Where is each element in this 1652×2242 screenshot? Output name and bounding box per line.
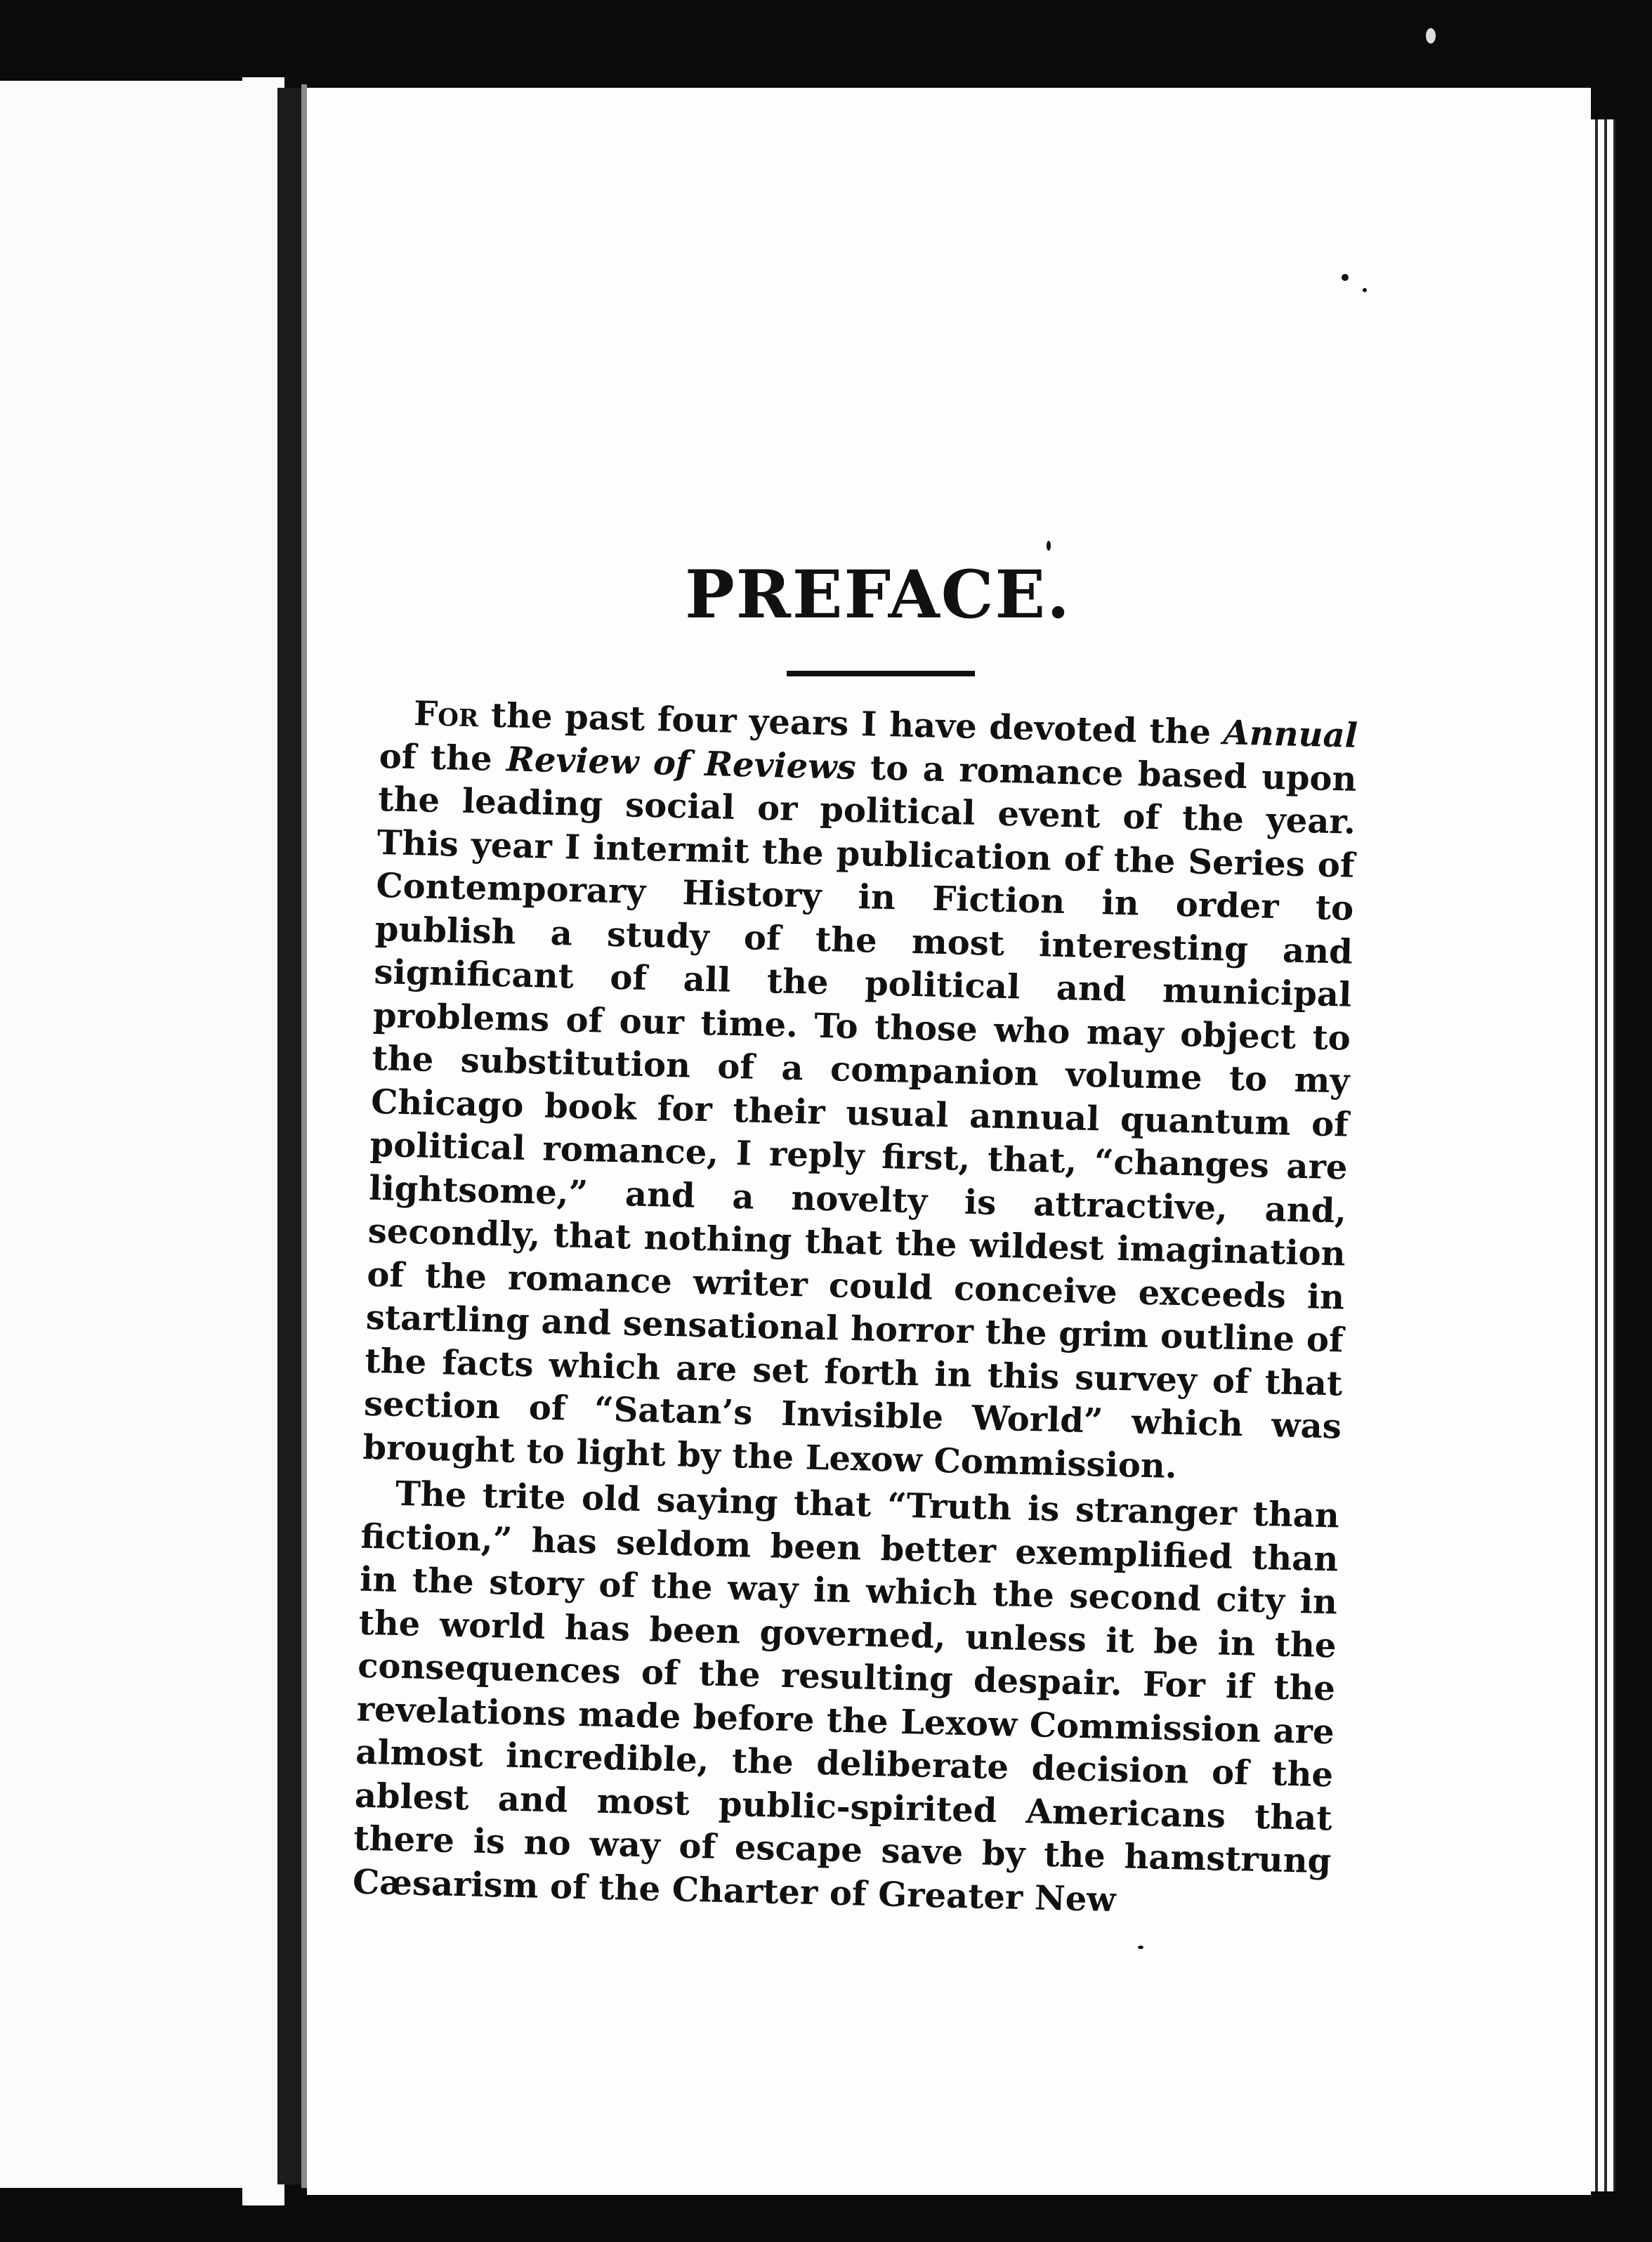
preface-body xyxy=(352,692,1358,1927)
text-run: the past four years I have devoted the xyxy=(478,695,1224,753)
scan-speck xyxy=(1047,541,1051,551)
text-run: of the xyxy=(379,736,507,779)
spine-edge xyxy=(301,84,307,2188)
text-run: to a romance based upon the leading social or political event of the year. This year I intermit the publication of the Series of Contemporary History in Fiction in order to publish a study of the most interesting and significant of all the political and municipal problems of our time. To those who may object to the substitution of a companion volume to my Chicago book for their usual annual quantum of political romance, I reply first, that, “changes are lightsome,” and a novelty is attractive, and, secondly, that nothing that the wildest imagination of the romance writer could conceive exceeds in startling and sensational horror the grim outline of the facts which are set forth in this survey of that section of “Satan’s Invisible World” which was brought to light by the Lexow Commission. xyxy=(362,747,1358,1486)
scan-speck xyxy=(1138,1946,1143,1949)
paragraph xyxy=(362,692,1358,1492)
scan-speck xyxy=(1342,274,1349,281)
italic-title: Review of Reviews xyxy=(506,739,857,787)
text-run: The trite old saying that “Truth is stranger than fiction,” has seldom been better exemplified than in the story of the way in which the second city in the world has been governed, unless it be in the consequences of the resulting despair. For if the revelations made before the Lexow Commission are almost incredible, the deliberate decision of the ablest and most public-spirited Americans that there is no way of escape save by the hamstrung Cæsarism of the Charter of Greater New xyxy=(352,1474,1340,1920)
spine-shadow xyxy=(277,88,301,2184)
scan-speck xyxy=(1426,28,1436,44)
paragraph-lead-word: For xyxy=(413,694,479,735)
title-rule xyxy=(787,671,975,676)
paragraph xyxy=(352,1472,1339,1927)
scan-speck xyxy=(1363,288,1367,292)
left-page xyxy=(0,81,242,2188)
page-margin xyxy=(1510,88,1559,2195)
page-title: PREFACE. xyxy=(685,556,1071,634)
italic-title: Annual xyxy=(1223,713,1358,756)
